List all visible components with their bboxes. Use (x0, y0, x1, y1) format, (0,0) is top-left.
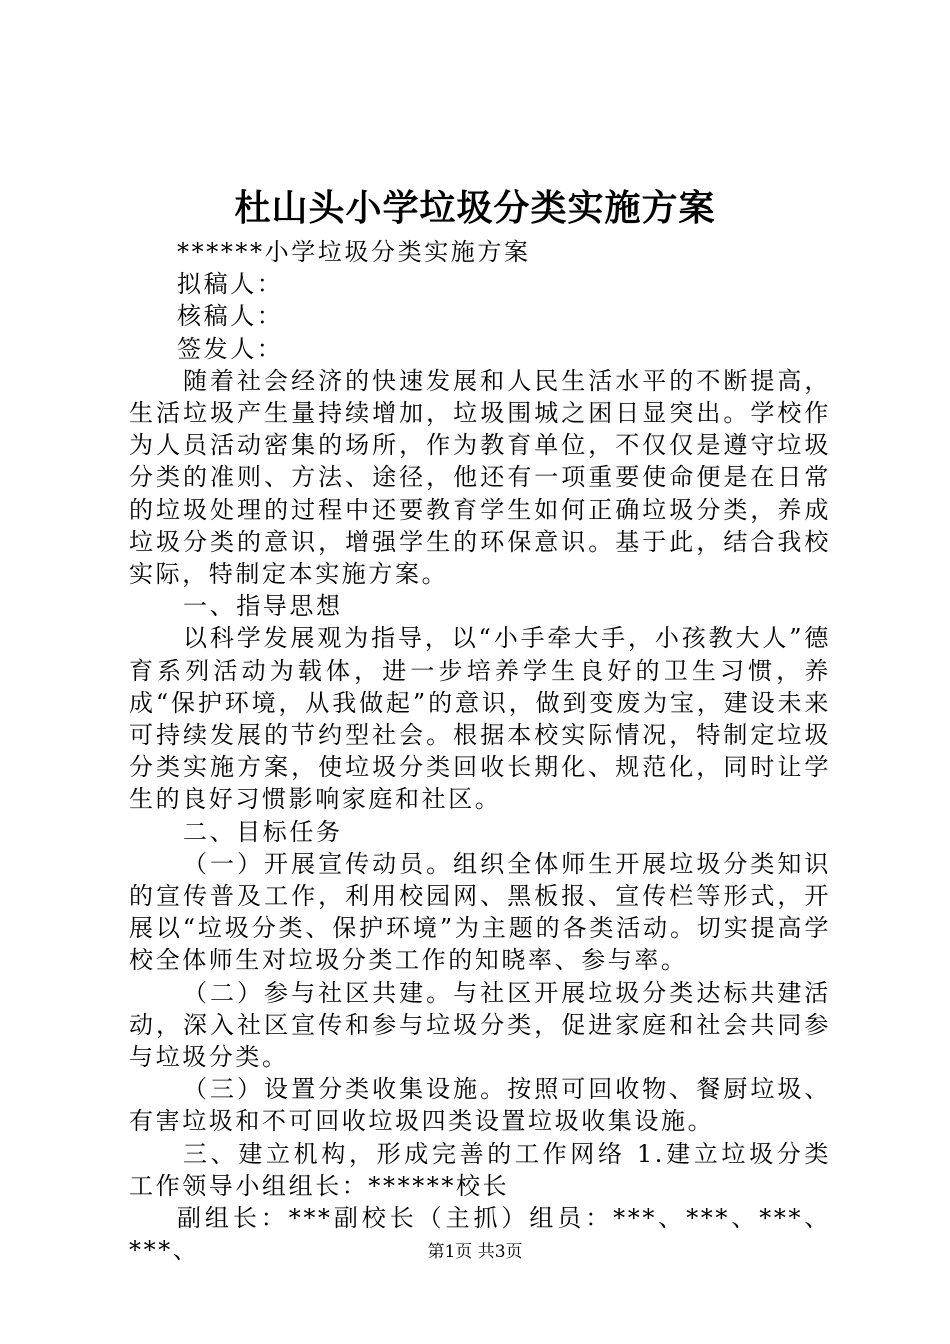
goal-item-2: （二）参与社区共建。与社区开展垃圾分类达标共建活动，深入社区宣传和参与垃圾分类，促进家庭和社会共同参与垃圾分类。 (129, 978, 831, 1072)
goal-item-3: （三）设置分类收集设施。按照可回收物、餐厨垃圾、有害垃圾和不可回收垃圾四类设置垃圾收集设施。 (129, 1075, 831, 1136)
issuer-line: 签发人： (177, 334, 284, 363)
deputy-leader-line: 副组长：***副校长（主抓）组员：***、***、***、***、 (129, 1204, 831, 1265)
section-heading-guiding-ideology: 一、指导思想 (183, 592, 343, 621)
subtitle-line: ******小学垃圾分类实施方案 (177, 238, 531, 266)
section-heading-organization: 三、建立机构，形成完善的工作网络 1.建立垃圾分类工作领导小组组长：******校长 (129, 1139, 831, 1200)
document-body (129, 236, 831, 1267)
intro-paragraph: 随着社会经济的快速发展和人民生活水平的不断提高，生活垃圾产生量持续增加，垃圾围城之困日显突出。学校作为人员活动密集的场所，作为教育单位，不仅仅是遵守垃圾分类的准则、方法、途径，他还有一项重要使命便是在日常的垃圾处理的过程中还要教育学生如何正确垃圾分类，养成垃圾分类的意识，增强学生的环保意识。基于此，结合我校实际，特制定本实施方案。 (129, 366, 831, 589)
page-number: 第1页 共3页 (427, 1242, 523, 1262)
goal-item-1: （一）开展宣传动员。组织全体师生开展垃圾分类知识的宣传普及工作，利用校园网、黑板报、宣传栏等形式，开展以“垃圾分类、保护环境”为主题的各类活动。切实提高学校全体师生对垃圾分类工作的知晓率、参与率。 (129, 849, 831, 975)
document-title: 杜山头小学垃圾分类实施方案 (234, 187, 716, 229)
reviewer-line: 核稿人： (177, 302, 284, 331)
guiding-ideology-paragraph: 以科学发展观为指导，以“小手牵大手，小孩教大人”德育系列活动为载体，进一步培养学生良好的卫生习惯，养成“保护环境，从我做起”的意识，做到变废为宝，建设未来可持续发展的节约型社会。根据本校实际情况，特制定垃圾分类实施方案，使垃圾分类回收长期化、规范化，同时让学生的良好习惯影响家庭和社区。 (129, 624, 831, 814)
section-heading-goals: 二、目标任务 (183, 817, 343, 846)
drafter-line: 拟稿人： (177, 270, 284, 299)
